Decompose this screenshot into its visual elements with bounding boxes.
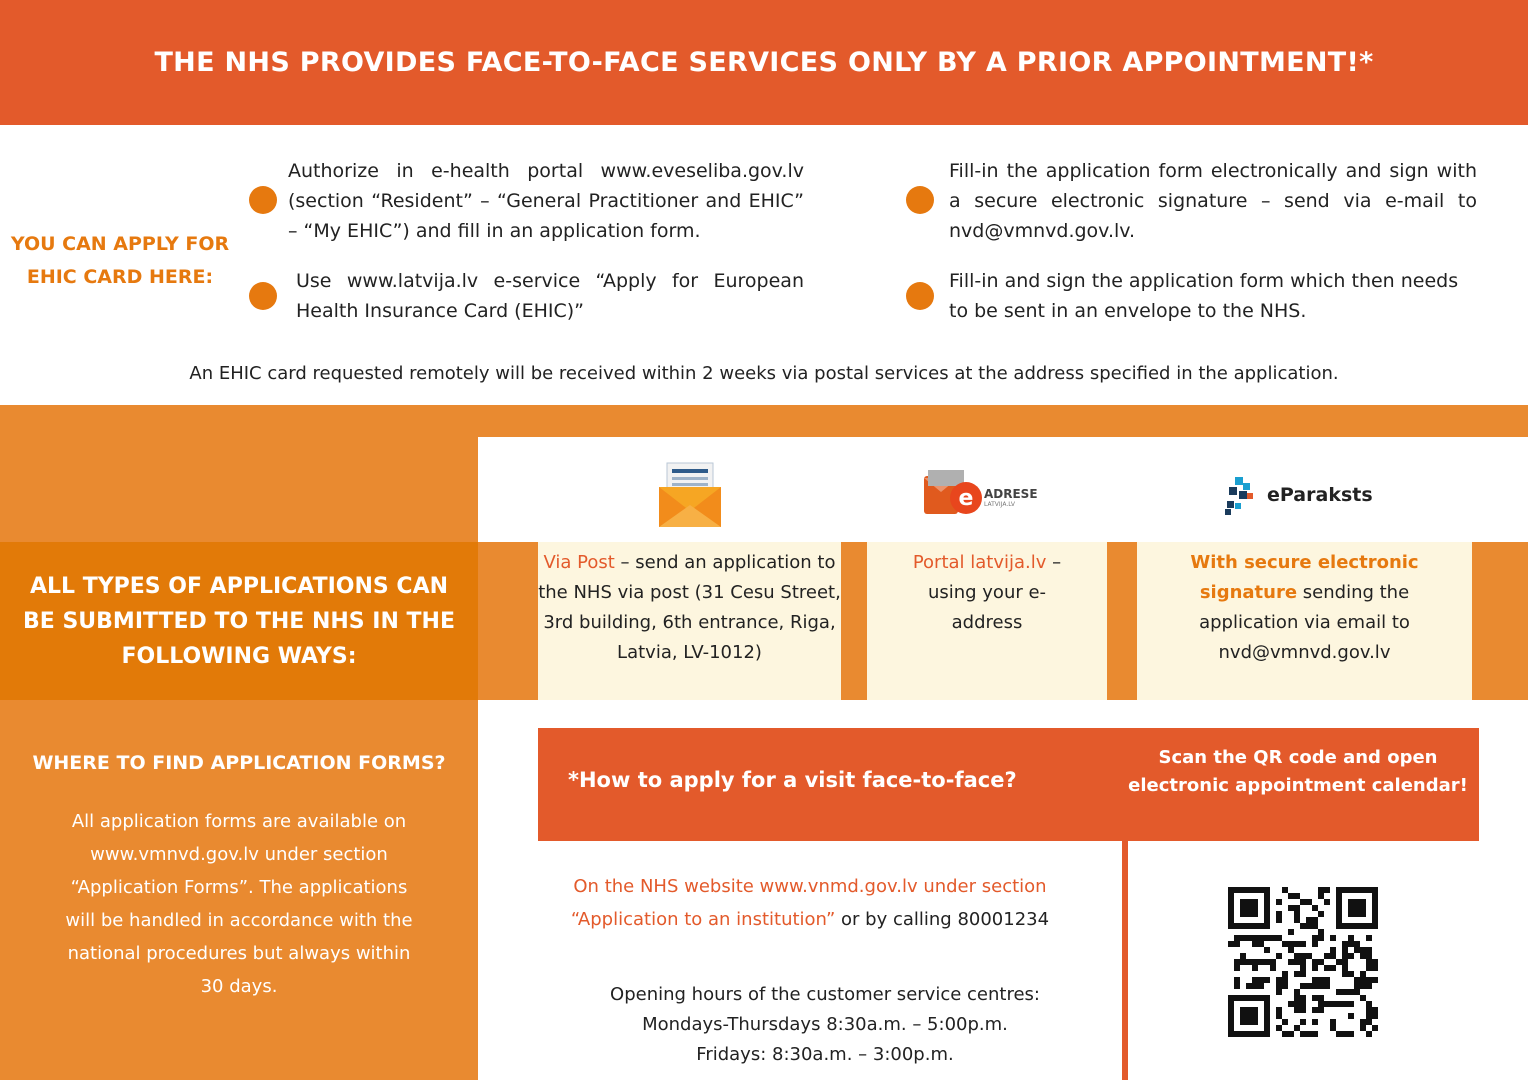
way-post-text: – send an application to the NHS via post (31 Cesu Street, 3rd building, 6th entrance, Riga, Latvia, LV-1012)	[538, 552, 841, 663]
way-portal-highlight: Portal latvija.lv	[912, 552, 1047, 573]
svg-text:e: e	[958, 486, 974, 511]
bullet-icon	[906, 186, 934, 214]
way-post-highlight: Via Post	[543, 552, 615, 573]
way-signature-highlight: With secure electronic signature	[1190, 552, 1419, 603]
way-signature	[1137, 542, 1472, 700]
bullet-icon	[906, 282, 934, 310]
bullet-icon	[249, 282, 277, 310]
qr-caption: Scan the QR code and open electronic appointment calendar!	[1128, 747, 1468, 796]
appointment-website-highlight: On the NHS website www.vnmd.gov.lv under section “Application to an institution”	[570, 876, 1047, 930]
appointment-website-rest: or by calling 80001234	[835, 909, 1050, 930]
appointment-website-text	[560, 870, 1060, 936]
ways-heading: ALL TYPES OF APPLICATIONS CAN BE SUBMITTED TO THE NHS IN THE FOLLOWING WAYS:	[23, 573, 455, 669]
eparaksts-logo	[1225, 477, 1373, 515]
hours-weekdays: Mondays-Thursdays 8:30a.m. – 5:00p.m.	[642, 1014, 1008, 1035]
way-post	[538, 542, 841, 700]
hours-title: Opening hours of the customer service centres:	[610, 984, 1040, 1005]
ways-heading-panel	[0, 542, 478, 700]
apply-option-eveseliba: Authorize in e-health portal www.eveseliba.gov.lv (section “Resident” – “General Practitioner and EHIC” – “My EHIC”) and fill in an application form.	[288, 160, 804, 242]
remote-delivery-note: An EHIC card requested remotely will be received within 2 weeks via postal services at the address specified in the application.	[189, 363, 1339, 384]
apply-option-latvija: Use www.latvija.lv e-service “Apply for European Health Insurance Card (EHIC)”	[296, 270, 804, 322]
opening-hours	[555, 980, 1095, 1070]
divider-band	[0, 405, 1528, 437]
bullet-icon	[249, 186, 277, 214]
adrese-logo-text: ADRESE	[984, 487, 1038, 501]
way-portal	[867, 542, 1107, 700]
forms-title: WHERE TO FIND APPLICATION FORMS?	[32, 752, 446, 774]
left-panel-top	[0, 437, 478, 542]
appointment-title: *How to apply for a visit face-to-face?	[568, 768, 1017, 792]
apply-label: YOU CAN APPLY FOR EHIC CARD HERE:	[10, 233, 230, 288]
hours-friday: Fridays: 8:30a.m. – 3:00p.m.	[696, 1044, 954, 1065]
qr-code-icon[interactable]	[1228, 887, 1380, 1037]
adrese-logo	[922, 468, 1048, 518]
forms-text: All application forms are available on www.vmnvd.gov.lv under section “Application Forms”. The applications will be handled in accordance with the national procedures but always within 30 days.	[65, 811, 413, 997]
appointment-divider	[1122, 841, 1128, 1080]
envelope-icon	[659, 461, 721, 527]
eparaksts-logo-text: eParaksts	[1267, 484, 1373, 506]
way-signature-text: sending the application via email to nvd@vmnvd.gov.lv	[1199, 582, 1410, 663]
apply-option-email: Fill-in the application form electronically and sign with a secure electronic signature – send via e-mail to nvd@vmnvd.gov.lv.	[949, 160, 1477, 242]
header-title: THE NHS PROVIDES FACE-TO-FACE SERVICES ONLY BY A PRIOR APPOINTMENT!*	[154, 47, 1374, 78]
adrese-logo-subtext: LATVIJA.LV	[984, 501, 1016, 508]
apply-option-post: Fill-in and sign the application form which then needs to be sent in an envelope to the NHS.	[949, 270, 1459, 322]
page-header	[0, 0, 1528, 125]
way-portal-text: – using your e-address	[927, 552, 1062, 633]
